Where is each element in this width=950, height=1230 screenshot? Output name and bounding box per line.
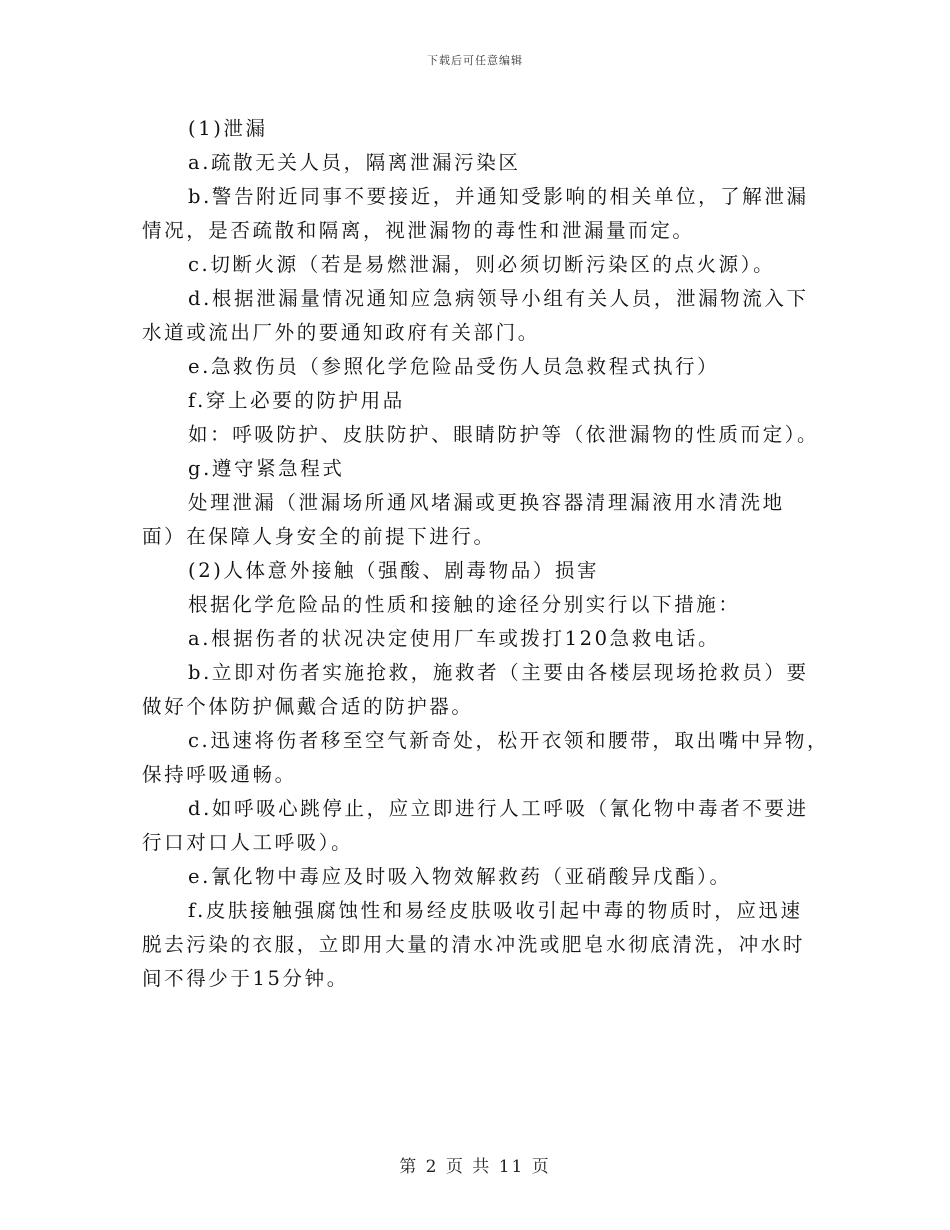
paragraph-line: c.切断火源（若是易燃泄漏，则必须切断污染区的点火源）。 bbox=[188, 253, 776, 276]
paragraph-line: 间不得少于15分钟。 bbox=[142, 967, 349, 990]
paragraph-line: e.急救伤员（参照化学危险品受伤人员急救程式执行） bbox=[188, 355, 720, 378]
paragraph-line: 处理泄漏（泄漏场所通风堵漏或更换容器清理漏液用水清洗地 bbox=[188, 491, 785, 514]
paragraph-line: 情况，是否疏散和隔离，视泄漏物的毒性和泄漏量而定。 bbox=[142, 219, 695, 242]
section-heading-leak: (1)泄漏 bbox=[188, 117, 268, 140]
paragraph-line: d.如呼吸心跳停止，应立即进行人工呼吸（氰化物中毒者不要进 bbox=[188, 797, 809, 820]
paragraph-line: 根据化学危险品的性质和接触的途径分别实行以下措施： bbox=[188, 593, 741, 616]
paragraph-line: 脱去污染的衣服，立即用大量的清水冲洗或肥皂水彻底清洗，冲水时 bbox=[142, 933, 806, 956]
paragraph-line: f.穿上必要的防护用品 bbox=[188, 389, 405, 412]
paragraph-line: f.皮肤接触强腐蚀性和易经皮肤吸收引起中毒的物质时，应迅速 bbox=[188, 899, 803, 922]
paragraph-line: 保持呼吸通畅。 bbox=[142, 763, 297, 786]
page-footer: 第 2 页 共 11 页 bbox=[399, 1157, 551, 1177]
section-heading-contact: (2)人体意外接触（强酸、剧毒物品）损害 bbox=[188, 559, 600, 582]
paragraph-line: e.氰化物中毒应及时吸入物效解救药（亚硝酸异戊酯）。 bbox=[188, 865, 732, 888]
paragraph-line: 做好个体防护佩戴合适的防护器。 bbox=[142, 695, 474, 718]
paragraph-line: a.根据伤者的状况决定使用厂车或拨打120急救电话。 bbox=[188, 627, 721, 650]
paragraph-line: b.立即对伤者实施抢救，施救者（主要由各楼层现场抢救员）要 bbox=[188, 661, 809, 684]
document-body bbox=[142, 112, 830, 996]
paragraph-line: d.根据泄漏量情况通知应急病领导小组有关人员，泄漏物流入下 bbox=[188, 287, 809, 310]
page-header: 下载后可任意编辑 bbox=[427, 54, 523, 67]
paragraph-line: c.迅速将伤者移至空气新奇处，松开衣领和腰带，取出嘴中异物， bbox=[188, 729, 830, 752]
paragraph-line: 如：呼吸防护、皮肤防护、眼睛防护等（依泄漏物的性质而定）。 bbox=[188, 423, 820, 446]
paragraph-line: a.疏散无关人员，隔离泄漏污染区 bbox=[188, 151, 521, 174]
paragraph-line: b.警告附近同事不要接近，并通知受影响的相关单位，了解泄漏 bbox=[188, 185, 809, 208]
paragraph-line: 面）在保障人身安全的前提下进行。 bbox=[142, 525, 496, 548]
paragraph-line: g.遵守紧急程式 bbox=[188, 457, 345, 480]
paragraph-line: 水道或流出厂外的要通知政府有关部门。 bbox=[142, 321, 540, 344]
paragraph-line: 行口对口人工呼吸）。 bbox=[142, 831, 354, 854]
